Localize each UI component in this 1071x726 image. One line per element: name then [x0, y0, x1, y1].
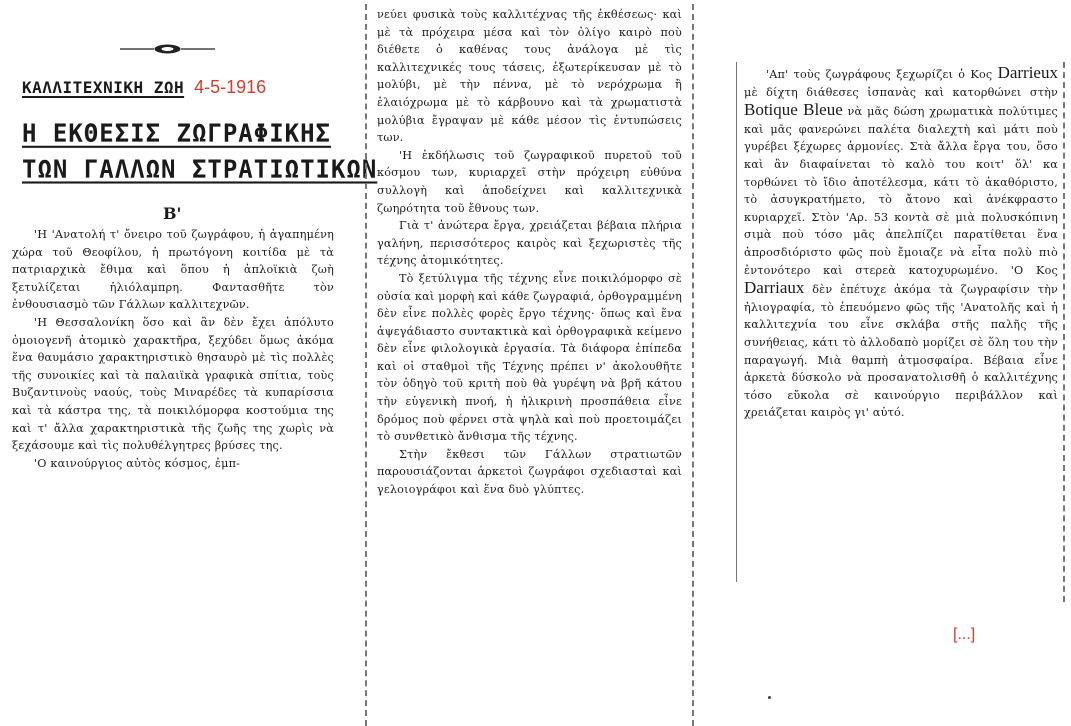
article-headline: [22, 115, 378, 186]
paragraph: [744, 64, 1058, 422]
column-divider: [365, 4, 367, 726]
artist-name: Darrieux: [997, 63, 1058, 82]
text-run: 'Απ' τοὺς ζωγράφους ξεχωρίζει ὁ Κος: [766, 68, 993, 81]
kicker-label: ΚΑΛΛΙΤΕΧΝΙΚΗ ΖΩΗ: [22, 78, 185, 97]
paragraph: Γιὰ τ' ἀνώτερα ἔργα, χρειάζεται βέβαια πλήρια γαλήνη, περισσότερος καιρὸς καὶ ξεχωριστὲς τῆς τέχνης ἀτομικότητες.: [377, 219, 682, 268]
text-run: δὲν ἐπέτυχε ἀκόμα τὰ ζωγραφίσιν τὴν ἠλιογραφία, τὸ ἐπευόμενο φῶς τῆς 'Ανατολῆς καὶ ἡ καλλιτεχνία του εἶνε σκλάβα στῆς παλῆς τῆς συνήθειας, κάτι τὸ ἀλλοδαπὸ μορίζει σὲ ὅλη του τὴν παραγωγή. Μιὰ θαμπὴ ἀτμοσφαίρα. Βέβαια εἶνε ἀρκετὰ δύσκολο νὰ προσανατολισθῆ ὁ καλλιτέχνης τόσο εὔκολα σὲ καινούργιο περιβάλλον καὶ χρειάζεται καιρὸς γι' αὐτό.: [744, 283, 1058, 420]
date-annotation: 4-5-1916: [194, 77, 267, 97]
paragraph: Τὸ ξετύλιγμα τῆς τέχνης εἶνε ποικιλόμορφο σὲ οὐσία καὶ μορφὴ καὶ κάθε ζωγραφιά, ὀρθογραμμένη δὲν εἶνε πολλὲς φορὲς ἔργο τέχνης· ὅπως καὶ ἕνα ἀψεγάδιαστο συντακτικὰ καὶ ὀρθογραφικὰ κείμενο δὲν εἶνε φιλολογικὰ ἐργασία. Τὰ διάφορα ἐπίπεδα καὶ οἱ σταθμοὶ τῆς Τέχνης πρέπει ν' ἀκολουθῆτε τὸν ὁδηγὸ τοῦ κριτὴ ποὺ θὰ γυρέψη νὰ βρῆ κάτου τὴν εὐγενικὴ πνοή, ἡ ἠλικρινὴ προσπάθεια εἶνε δρόμος ποὺ φέρνει στὰ ψηλὰ καὶ ποὺ προετοιμάζει τὸ συνθετικὸ ἄνθισμα τῆς τέχνης.: [377, 271, 682, 444]
column-2: [377, 6, 682, 499]
column-divider: [692, 4, 694, 726]
print-speck: [768, 696, 771, 699]
text-run: μὲ δίχτη διάθεσες ἰσπανὰς καὶ κατορθώνει στὴν: [744, 85, 1058, 99]
paragraph: 'Η Θεσσαλονίκη ὅσο καὶ ἂν δὲν ἔχει ἀπόλυτο ὁμοιογενῆ ἀτομικὸ χαρακτῆρα, ξεχύδει ὅμως ἀκόμα ἕνα θαυμάσιο χαρακτηριστικὸ θησαυρὸ μὲ τὶς πολλὲς τῆς συνοικίες καὶ τὰ παλαιϊκὰ γραφικὰ σπίτια, τοὺς Βυζαντινοὺς ναούς, τοὺς Μιναρέδες τὰ κυπαρίσσια καὶ τὰ κάστρα της, τὰ ποικιλόμορφα κοστούμια της καὶ τ' ἄλλα χαρακτηριστικὰ τῆς ζωῆς της χωρὶς νὰ ξεχάσουμε καὶ τὶς πολυθέλγητρες βρύσες της.: [12, 315, 334, 453]
column-1: [12, 226, 334, 472]
headline-line-2: ΤΩΝ ΓΑΛΛΩΝ ΣΤΡΑΤΙΩΤΙΚΩΝ: [22, 154, 378, 184]
column-3: [744, 64, 1058, 422]
paragraph: 'Η ἐκδήλωσις τοῦ ζωγραφικοῦ πυρετοῦ τοῦ κόσμου των, κυριαρχεῖ στὴν πρόχειρη εὐθύνα συλλογὴ καὶ ἀποδείχνει καὶ καλλιτεχνικὰ ζωηρότητα τοῦ ἔθνους των.: [377, 148, 682, 215]
paragraph: 'Η 'Ανατολή τ' ὄνειρο τοῦ ζωγράφου, ἡ ἀγαπημένη χώρα τοῦ Θεοφίλου, ἡ πρωτόγονη κοιτίδα μὲ τὰ πατριαρχικὰ ἔθιμα καὶ ὅπου ἡ ἀπλοϊκιὰ ζωὴ ξετυλίζεται ἡλιόλαμπρη. Φαντασθῆτε τὸν ἐνθουσιασμὸ τῶν Γάλλων καλλιτεχνῶν.: [12, 228, 334, 312]
paragraph: Στὴν ἔκθεσι τῶν Γάλλων στρατιωτῶν παρουσιάζονται ἀρκετοὶ ζωγράφοι σχεδιασταὶ καὶ γελοιογράφοι καὶ ἕνα δυὸ γλύπτες.: [377, 447, 682, 497]
part-number: Β': [163, 204, 182, 223]
omission-marker: [...]: [953, 626, 976, 643]
paragraph: νεύει φυσικὰ τοὺς καλλιτέχνας τῆς ἐκθέσεως· καὶ μὲ τὰ πρόχειρα μέσα καὶ τὸν ὀλίγο καιρὸ ποὺ διέθετε ὁ καθένας τους ἀνάλογα μὲ τὶς καλλιτεχνικές τους τάσεις, ἐξωτερίκευσαν μὲ τὸ μολύβι, μὲ τὴν πέννα, μὲ τὸ νερόχρωμα ἢ ἐλαιόχρωμα μὲ τὸ κάρβουνο καὶ τὰ χρωματιστὰ μολύβια ἔγραψαν μὲ κάθε μέσον τὶς ἐντυπώσεις των.: [377, 8, 682, 145]
headline-line-1: Η ΕΚΘΕΣΙΣ ΖΩΓΡΑΦΙΚΗΣ: [22, 118, 331, 148]
section-kicker: [22, 77, 266, 103]
ornament-divider: [120, 44, 215, 54]
artwork-title: Botique Bleue: [744, 100, 843, 120]
text-run: νὰ μᾶς δώση χρωματικὰ πολύτιμες καὶ μᾶς φανερώνει παλέτα διαλεχτὴ καὶ μάτι ποὺ γυρέβει ξέχωρες ἁρμονίες. Στὰ ἄλλα ἔργα του, ὅσο καὶ ἂν διαφαίνεται τὸ καλὸ του κοιτ' ὅλ' κα τορθώνει τὸ ἴδιο ἀποτέλεσμα, κάτι τὸ ἀκαθόριστο, τὸ ἀσυγκρατήμετο, τὸ ἄτονο καὶ ἀνέκφραστο κυριαρχεῖ. Στὸν 'Αρ. 53 κοντὰ σὲ μιὰ πολυσκόπινη σιμὰ ποὺ τόσο μᾶς ἀπελπίζει παρατίθεται ἕνα ἀπροσδιόριστο φῶς ποὺ ἔμοιαζε νὰ εἶτα πολὺ πιὸ ἐντονότερο καὶ στερεὰ κατοχυρωμένο. 'Ο Κος: [744, 105, 1059, 277]
column-divider: [1063, 62, 1065, 602]
column-divider: [736, 62, 737, 582]
paragraph: 'Ο καινούργιος αὐτὸς κόσμος, ἐμπ-: [34, 456, 241, 470]
artist-name: Darriaux: [744, 278, 805, 298]
